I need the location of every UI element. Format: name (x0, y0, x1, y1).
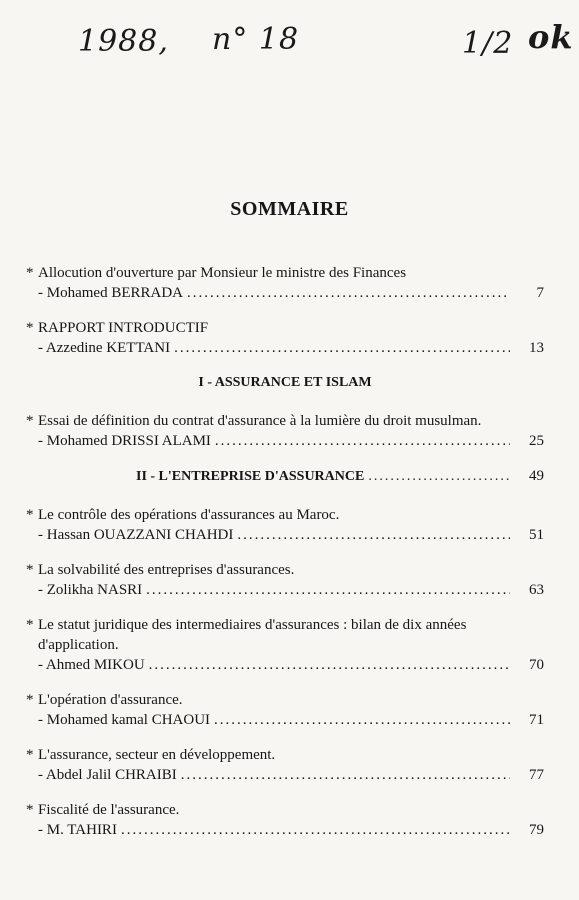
dot-leader (214, 710, 510, 730)
entry-author: - Mohamed DRISSI ALAMI (38, 433, 211, 449)
entry-title: * Allocution d'ouverture par Monsieur le ministre des Finances (26, 265, 407, 281)
dot-leader (181, 765, 510, 785)
bullet: * (26, 413, 34, 429)
handwritten-ok: ok (528, 18, 574, 56)
entry-title: * L'opération d'assurance. (26, 692, 183, 708)
page-number: 79 (529, 822, 544, 838)
dot-leader (368, 467, 510, 487)
page-title: SOMMAIRE (230, 198, 349, 220)
author-line (26, 431, 544, 451)
bullet: * (26, 507, 34, 523)
bullet: * (26, 802, 34, 818)
toc-entry (26, 745, 544, 785)
author-line (26, 525, 544, 545)
dot-leader (121, 820, 510, 840)
bullet: * (26, 617, 34, 633)
author-line (26, 655, 544, 675)
entry-title: * RAPPORT INTRODUCTIF (26, 320, 209, 336)
toc-entry (26, 800, 544, 840)
toc-entry (26, 318, 544, 358)
entry-title: * Essai de définition du contrat d'assurance à la lumière du droit musulman. (26, 413, 482, 429)
entry-author: - Ahmed MIKOU (38, 657, 145, 673)
toc-entry (26, 505, 544, 545)
bullet: * (26, 562, 34, 578)
bullet: * (26, 320, 34, 336)
author-line (26, 580, 544, 600)
dot-leader (215, 431, 510, 451)
entry-title: * La solvabilité des entreprises d'assurances. (26, 562, 295, 578)
page-number: 51 (529, 527, 544, 543)
handwritten-issue-number: n° 18 (212, 22, 300, 57)
entry-author: - Zolikha NASRI (38, 582, 143, 598)
bullet: * (26, 692, 34, 708)
bullet: * (26, 265, 34, 281)
author-line (26, 283, 544, 303)
entry-title: * Fiscalité de l'assurance. (26, 802, 180, 818)
author-line (26, 338, 544, 358)
toc-entry (26, 690, 544, 730)
page-number: 49 (529, 468, 544, 484)
page-number: 70 (529, 657, 544, 673)
page-number: 13 (529, 340, 544, 356)
dot-leader (174, 338, 510, 358)
page-number: 77 (529, 767, 544, 783)
entry-author: - M. TAHIRI (38, 822, 117, 838)
toc-entry (26, 560, 544, 600)
entry-title: * Le statut juridique des intermediaires d'assurances : bilan de dix années d'application. (26, 617, 467, 653)
section-label: II - L'ENTREPRISE D'ASSURANCE (136, 469, 365, 484)
dot-leader (187, 283, 510, 303)
entry-author: - Azzedine KETTANI (38, 340, 171, 356)
page-number: 71 (529, 712, 544, 728)
entry-title: * L'assurance, secteur en développement. (26, 747, 276, 763)
toc-entry (26, 263, 544, 303)
page-number: 63 (529, 582, 544, 598)
entry-author: - Hassan OUAZZANI CHAHDI (38, 527, 234, 543)
page-number: 25 (529, 433, 544, 449)
dot-leader (146, 580, 510, 600)
entry-author: - Mohamed kamal CHAOUI (38, 712, 211, 728)
dot-leader (149, 655, 510, 675)
table-of-contents (26, 263, 544, 855)
toc-entry (26, 411, 544, 451)
section-heading-entreprise (26, 466, 544, 487)
page-number: 7 (536, 285, 544, 301)
author-line (26, 820, 544, 840)
handwritten-fraction: 1/2 (462, 26, 514, 61)
entry-author: - Abdel Jalil CHRAIBI (38, 767, 177, 783)
author-line (26, 765, 544, 785)
section-heading-islam: I - ASSURANCE ET ISLAM (198, 375, 372, 390)
toc-entry (26, 615, 544, 675)
bullet: * (26, 747, 34, 763)
entry-title: * Le contrôle des opérations d'assurances au Maroc. (26, 507, 340, 523)
handwritten-annotation (0, 18, 579, 78)
author-line (26, 710, 544, 730)
dot-leader (237, 525, 510, 545)
handwritten-year: 1988, (78, 24, 169, 59)
entry-author: - Mohamed BERRADA (38, 285, 183, 301)
